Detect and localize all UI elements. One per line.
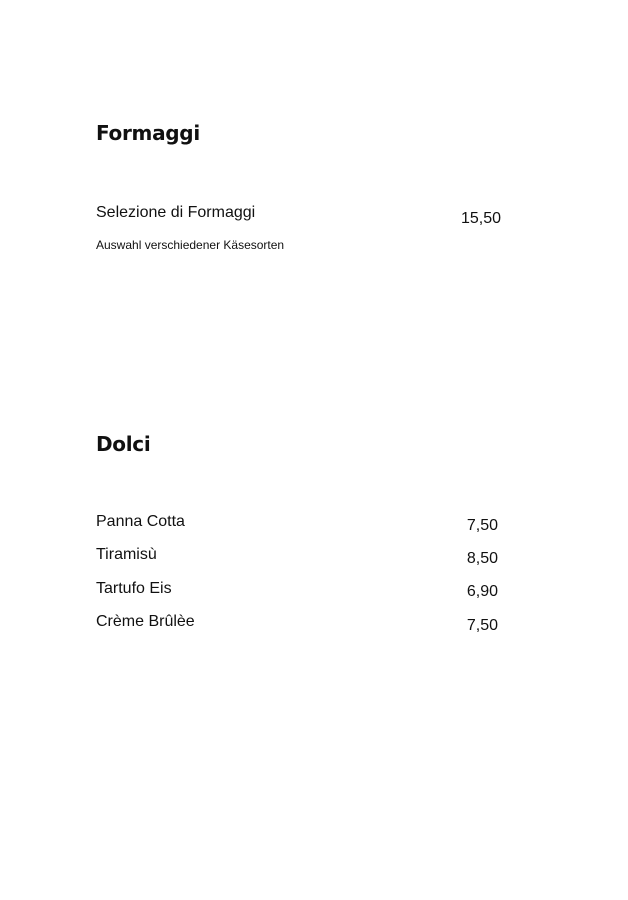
menu-item-price: 6,90: [466, 583, 498, 600]
section-title-dolci: Dolci: [96, 432, 151, 456]
menu-item-name: Crème Brûlèe: [96, 613, 195, 630]
menu-item-price: 7,50: [466, 617, 498, 634]
menu-item-price: 15,50: [460, 210, 501, 227]
menu-item-name: Selezione di Formaggi: [96, 204, 256, 221]
menu-item-price: 7,50: [466, 517, 498, 534]
menu-item-description: Auswahl verschiedener Käsesorten: [96, 238, 285, 252]
menu-item-price: 8,50: [466, 550, 498, 567]
menu-item-name: Panna Cotta: [96, 513, 185, 530]
section-title-formaggi: Formaggi: [96, 121, 200, 145]
menu-item-name: Tartufo Eis: [96, 580, 172, 597]
menu-item-name: Tiramisù: [96, 546, 157, 563]
